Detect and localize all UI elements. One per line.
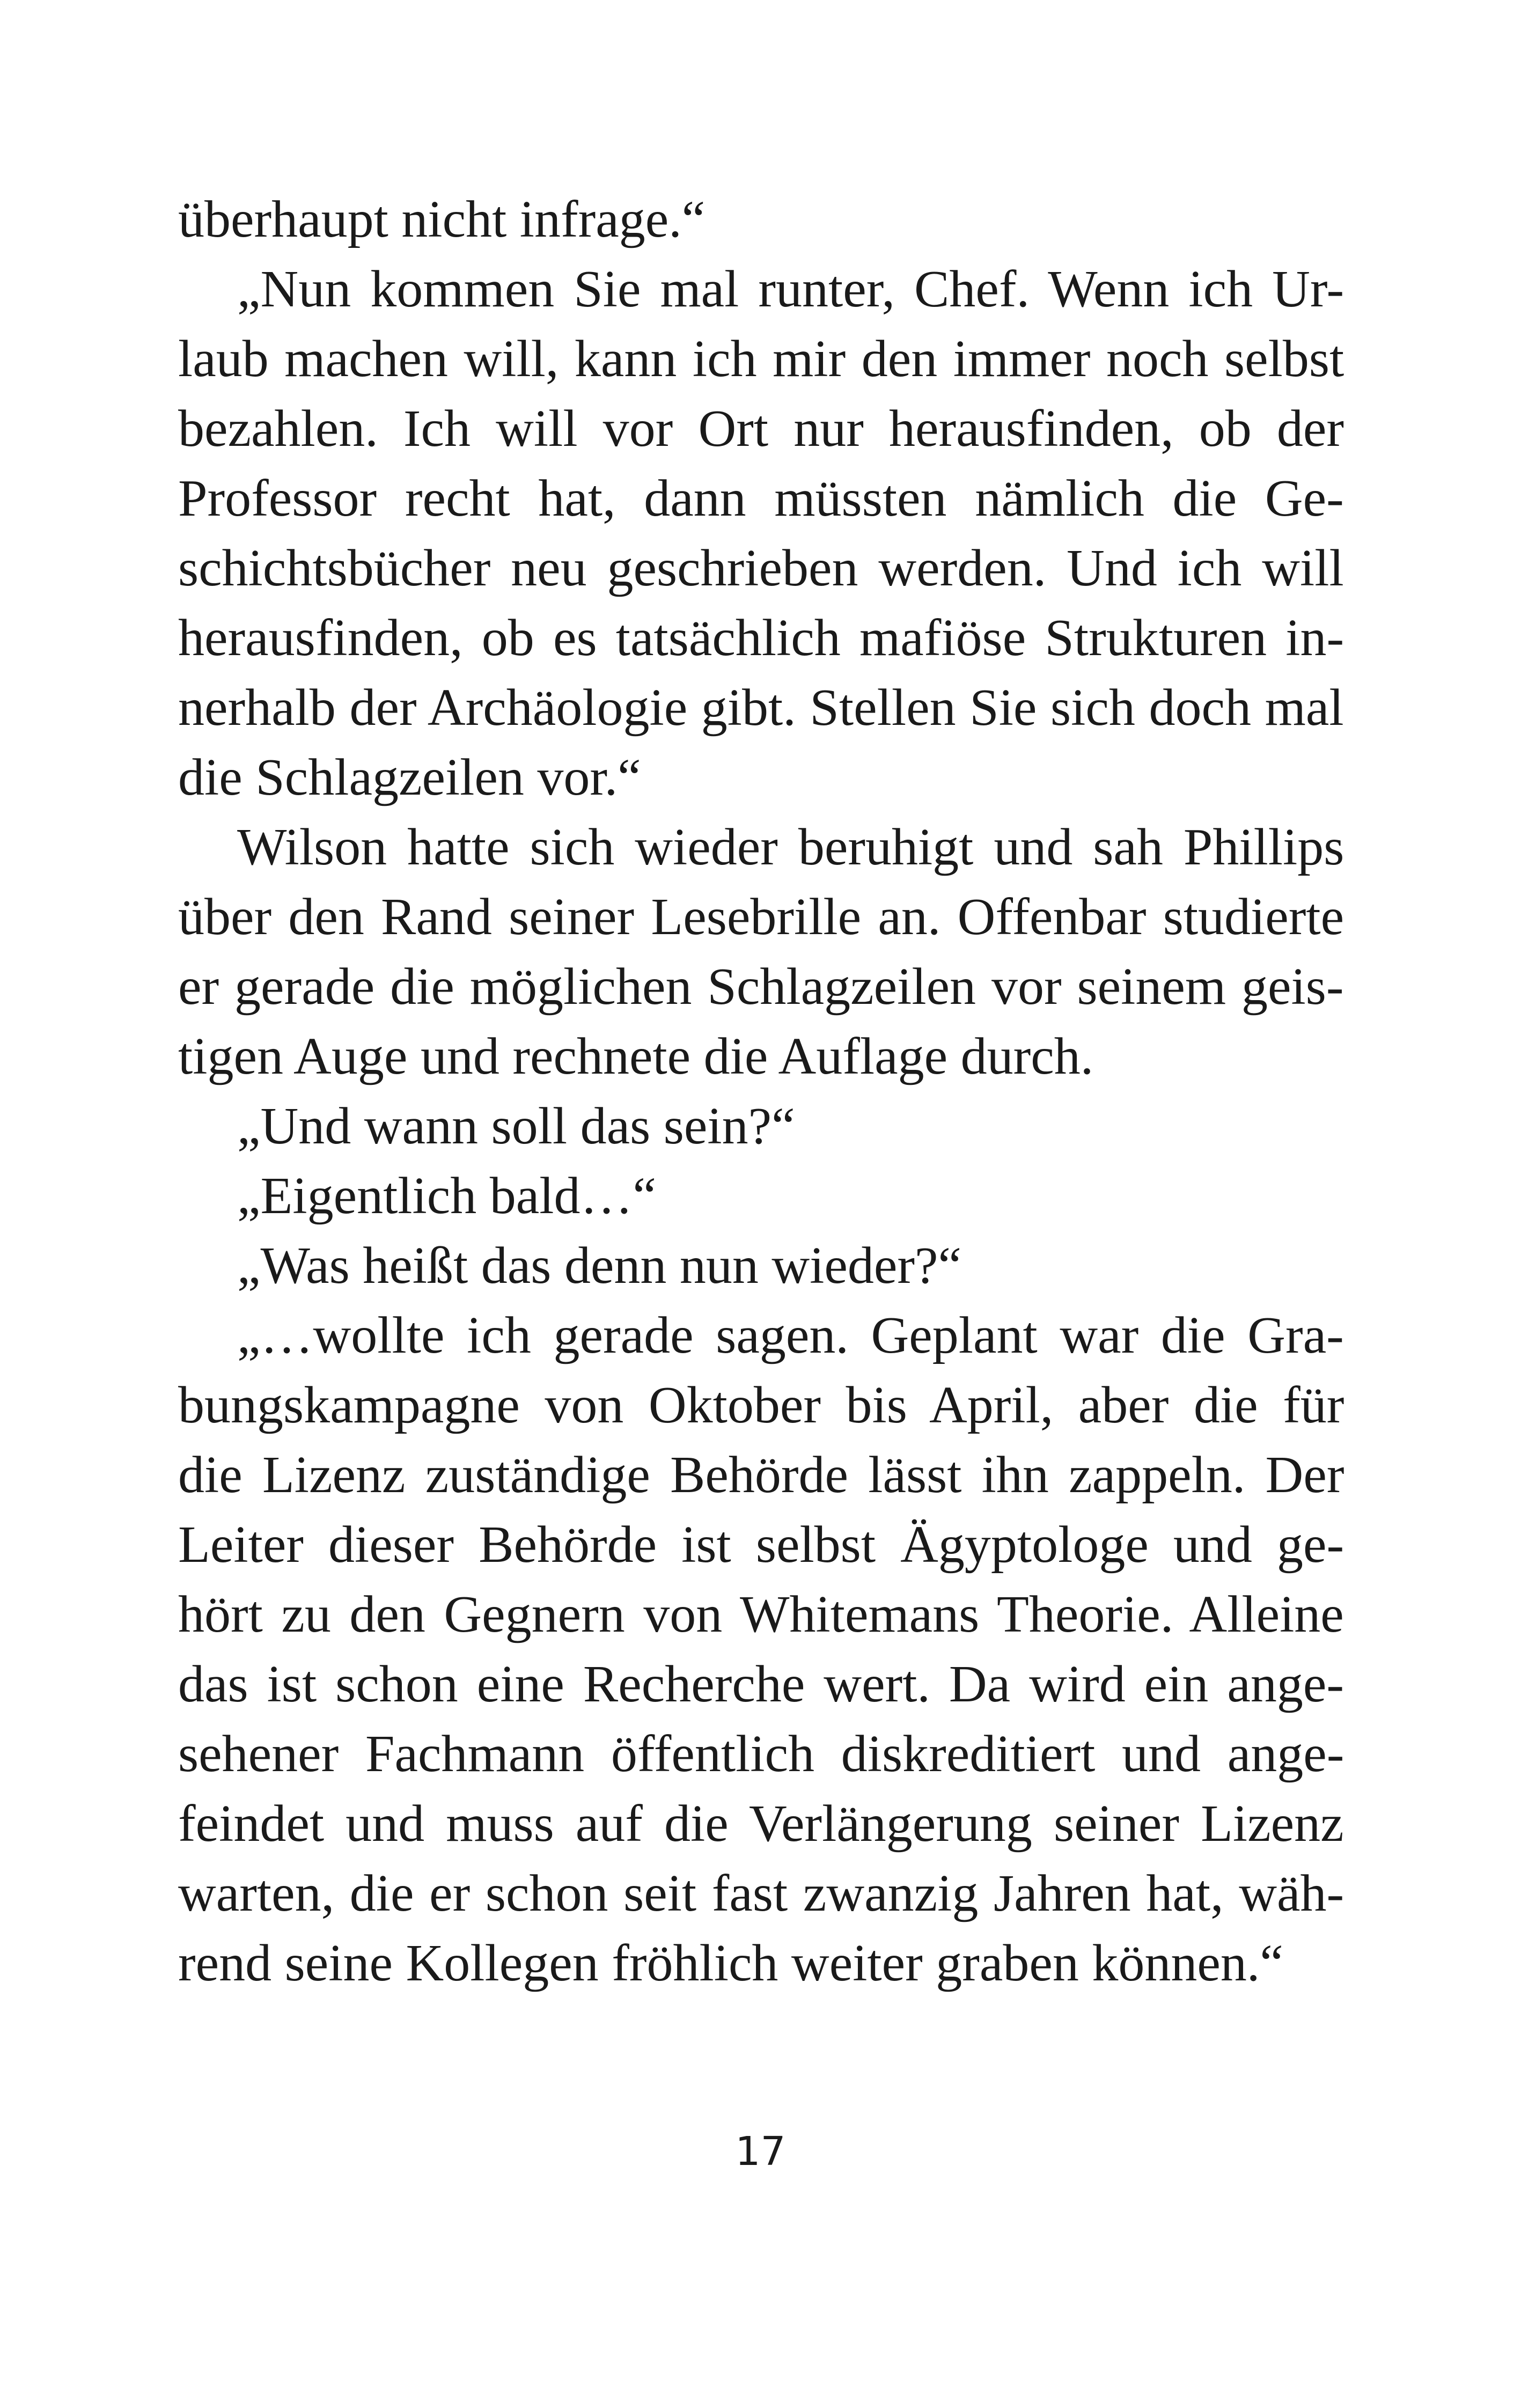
text-line: er gerade die möglichen Schlagzeilen vor seinem geis- bbox=[178, 958, 1344, 1016]
text-line: warten, die er schon seit fast zwanzig Jahren hat, wäh- bbox=[178, 1864, 1344, 1922]
text-line: laub machen will, kann ich mir den immer noch selbst bbox=[178, 330, 1344, 388]
text-line: nerhalb der Archäologie gibt. Stellen Sie sich doch mal bbox=[178, 679, 1344, 737]
text-line: „Und wann soll das sein?“ bbox=[237, 1097, 795, 1155]
text-line: rend seine Kollegen fröhlich weiter graben können.“ bbox=[178, 1934, 1283, 1992]
text-line: Professor recht hat, dann müssten nämlich die Ge- bbox=[178, 469, 1344, 527]
text-line: schichtsbücher neu geschrieben werden. Und ich will bbox=[178, 539, 1344, 597]
text-line: sehener Fachmann öffentlich diskreditiert und ange- bbox=[178, 1725, 1344, 1783]
text-line: überhaupt nicht infrage.“ bbox=[178, 190, 706, 248]
text-line: „Was heißt das denn nun wieder?“ bbox=[237, 1237, 961, 1295]
text-line: das ist schon eine Recherche wert. Da wird ein ange- bbox=[178, 1655, 1344, 1713]
text-line: herausfinden, ob es tatsächlich mafiöse Strukturen in- bbox=[178, 609, 1344, 667]
text-line: die Schlagzeilen vor.“ bbox=[178, 748, 641, 806]
page-number: 17 bbox=[735, 2128, 786, 2175]
text-line: bungskampagne von Oktober bis April, aber die für bbox=[178, 1376, 1344, 1434]
text-line: feindet und muss auf die Verlängerung seiner Lizenz bbox=[178, 1795, 1344, 1853]
text-line: Leiter dieser Behörde ist selbst Ägyptologe und ge- bbox=[178, 1516, 1344, 1574]
text-line: über den Rand seiner Lesebrille an. Offenbar studierte bbox=[178, 888, 1344, 946]
text-line: hört zu den Gegnern von Whitemans Theorie. Alleine bbox=[178, 1585, 1344, 1643]
text-line: „Nun kommen Sie mal runter, Chef. Wenn ich Ur- bbox=[237, 260, 1344, 318]
text-line: tigen Auge und rechnete die Auflage durch. bbox=[178, 1027, 1094, 1085]
text-line: „Eigentlich bald…“ bbox=[237, 1167, 656, 1225]
text-line: bezahlen. Ich will vor Ort nur herausfinden, ob der bbox=[178, 400, 1344, 458]
text-line: Wilson hatte sich wieder beruhigt und sah Phillips bbox=[237, 818, 1344, 876]
text-line: die Lizenz zuständige Behörde lässt ihn zappeln. Der bbox=[178, 1446, 1344, 1504]
text-line: „…wollte ich gerade sagen. Geplant war die Gra- bbox=[237, 1306, 1344, 1364]
